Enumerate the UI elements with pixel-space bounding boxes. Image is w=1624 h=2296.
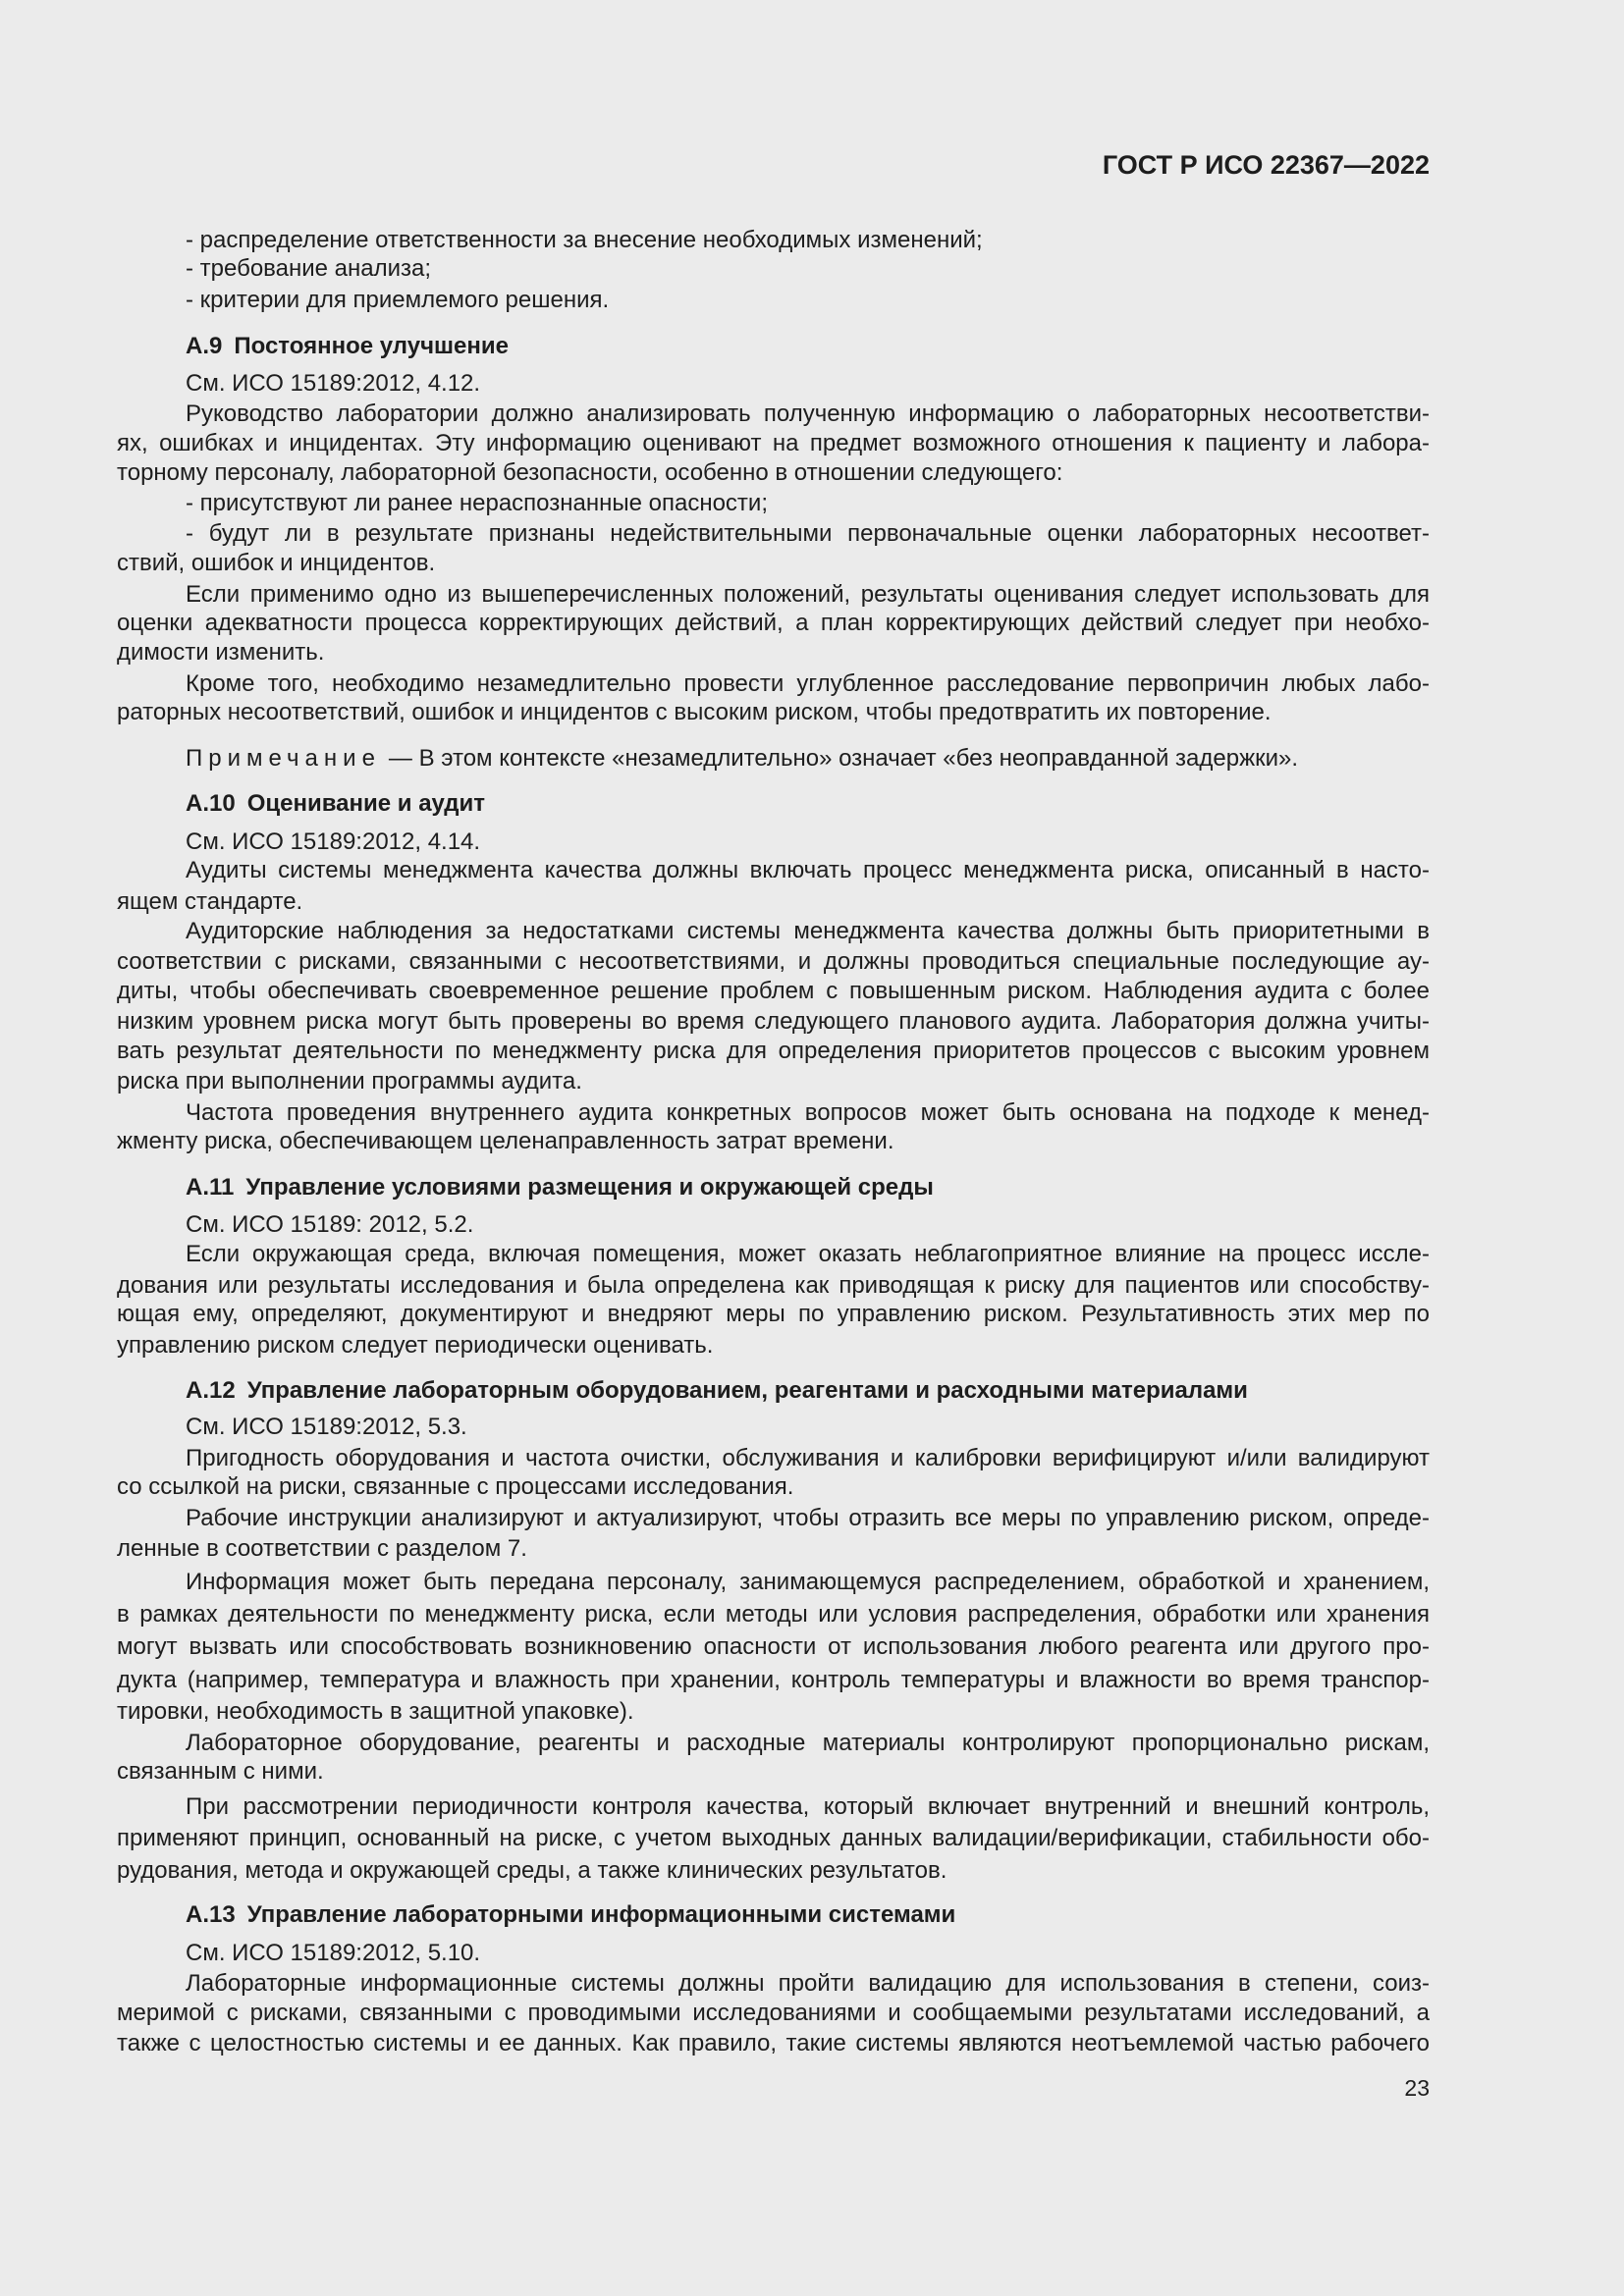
section-reference: См. ИСО 15189:2012, 5.10.: [186, 1940, 481, 1966]
list-item: - требование анализа;: [186, 255, 432, 282]
section-heading: [186, 1900, 1430, 1930]
section-reference: См. ИСО 15189:2012, 4.12.: [186, 370, 481, 397]
text-line: ющая ему, определяют, документируют и внедряют меры по управлению риском. Результативность этих мер по: [117, 1301, 1430, 1327]
text-line: Если применимо одно из вышеперечисленных положений, результаты оценивания следует использовать для: [186, 581, 1430, 608]
note: [186, 744, 1430, 774]
page-number: 23: [1404, 2075, 1430, 2101]
section-title: Управление условиями размещения и окружающей среды: [245, 1174, 934, 1201]
note-text: — В этом контексте «незамедлительно» означает «без неоправданной задержки».: [388, 745, 1299, 772]
text-line: При рассмотрении периодичности контроля качества, который включает внутренний и внешний контроль,: [186, 1793, 1430, 1820]
text-line: рудования, метода и окружающей среды, а также клинических результатов.: [117, 1857, 947, 1884]
text-line: Информация может быть передана персоналу, занимающемуся распределением, обработкой и хранением,: [186, 1569, 1430, 1595]
text-line: низким уровнем риска могут быть проверены во время следующего планового аудита. Лаборатория должна учиты-: [117, 1008, 1430, 1035]
section-heading: [186, 1376, 1430, 1406]
text-line: дования или результаты исследования и была определена как приводящая к риску для пациентов или способству-: [117, 1272, 1430, 1299]
list-item: - критерии для приемлемого решения.: [186, 287, 610, 313]
text-line: диты, чтобы обеспечивать своевременное решение проблем с повышенным риском. Наблюдения аудита с более: [117, 978, 1430, 1004]
list-item: - распределение ответственности за внесение необходимых изменений;: [186, 227, 983, 253]
text-line: вать результат деятельности по менеджменту риска для определения приоритетов процессов с высоким уровнем: [117, 1038, 1430, 1064]
text-line: оценки адекватности процесса корректирующих действий, а план корректирующих действий следует при необхо-: [117, 610, 1430, 636]
text-line: дукта (например, температура и влажность при хранении, контроль температуры и влажности во время транспор-: [117, 1667, 1430, 1693]
section-title: Управление лабораторными информационными системами: [246, 1901, 956, 1928]
text-line: Рабочие инструкции анализируют и актуализируют, чтобы отразить все меры по управлению риском, опреде-: [186, 1505, 1430, 1531]
text-line: соответствии с рисками, связанными с несоответствиями, и должны проводиться специальные последующие ау-: [117, 948, 1430, 975]
text-line: ях, ошибках и инцидентах. Эту информацию оценивают на предмет возможного отношения к пациенту и лабора-: [117, 430, 1430, 456]
text-line: Лабораторные информационные системы должны пройти валидацию для использования в степени, соиз-: [186, 1970, 1430, 1997]
section-reference: См. ИСО 15189:2012, 5.3.: [186, 1414, 467, 1440]
text-line: ствий, ошибок и инцидентов.: [117, 550, 436, 576]
text-line: риска при выполнении программы аудита.: [117, 1068, 582, 1095]
text-line: Кроме того, необходимо незамедлительно провести углубленное расследование первопричин любых лабо-: [186, 670, 1430, 697]
text-line: Частота проведения внутреннего аудита конкретных вопросов может быть основана на подходе к менед-: [186, 1099, 1430, 1126]
section-number: А.9: [186, 333, 223, 359]
text-line: применяют принцип, основанный на риске, с учетом выходных данных валидации/верификации, стабильности обо-: [117, 1825, 1430, 1851]
text-line: Пригодность оборудования и частота очистки, обслуживания и калибровки верифицируют и/или валидируют: [186, 1445, 1430, 1471]
section-reference: См. ИСО 15189: 2012, 5.2.: [186, 1211, 474, 1238]
section-title: Управление лабораторным оборудованием, реагентами и расходными материалами: [246, 1377, 1248, 1404]
text-line: раторных несоответствий, ошибок и инцидентов с высоким риском, чтобы предотвратить их повторение.: [117, 699, 1272, 725]
note-label: Примечание: [186, 745, 381, 772]
text-line: Руководство лаборатории должно анализировать полученную информацию о лабораторных несоответстви-: [186, 400, 1430, 427]
text-line: управлению риском следует периодически оценивать.: [117, 1332, 714, 1359]
section-number: А.11: [186, 1174, 235, 1201]
text-line: торному персоналу, лабораторной безопасности, особенно в отношении следующего:: [117, 459, 1063, 486]
text-line: Если окружающая среда, включая помещения, может оказать неблагоприятное влияние на процесс иссле-: [186, 1241, 1430, 1267]
document-code-header: ГОСТ Р ИСО 22367—2022: [1102, 150, 1430, 180]
text-line: Лабораторное оборудование, реагенты и расходные материалы контролируют пропорционально рискам,: [186, 1730, 1430, 1756]
section-heading: [186, 789, 1430, 819]
text-line: со ссылкой на риски, связанные с процессами исследования.: [117, 1473, 794, 1500]
section-number: А.13: [186, 1901, 236, 1928]
section-number: А.10: [186, 790, 236, 817]
section-title: Постоянное улучшение: [234, 333, 509, 359]
text-line: в рамках деятельности по менеджменту риска, если методы или условия распределения, обработки или хранения: [117, 1601, 1430, 1628]
text-line: Аудиты системы менеджмента качества должны включать процесс менеджмента риска, описанный в насто-: [186, 857, 1430, 883]
text-line: димости изменить.: [117, 639, 325, 666]
text-line: связанным с ними.: [117, 1758, 324, 1785]
text-line: меримой с рисками, связанными с проводимыми исследованиями и сообщаемыми результатами исследований, а: [117, 2000, 1430, 2026]
section-reference: См. ИСО 15189:2012, 4.14.: [186, 828, 481, 855]
section-title: Оценивание и аудит: [246, 790, 486, 817]
text-line: также с целостностью системы и ее данных. Как правило, такие системы являются неотъемлемой частью рабочего: [117, 2030, 1430, 2056]
text-line: могут вызвать или способствовать возникновению опасности от использования любого реагента или другого про-: [117, 1633, 1430, 1660]
text-line: - будут ли в результате признаны недействительными первоначальные оценки лабораторных несоответ-: [186, 520, 1430, 547]
text-line: ящем стандарте.: [117, 888, 303, 915]
section-heading: [186, 332, 1430, 361]
text-line: Аудиторские наблюдения за недостатками системы менеджмента качества должны быть приоритетными в: [186, 918, 1430, 944]
text-line: - присутствуют ли ранее нераспознанные опасности;: [186, 490, 768, 516]
text-line: жменту риска, обеспечивающем целенаправленность затрат времени.: [117, 1128, 894, 1154]
text-line: ленные в соответствии с разделом 7.: [117, 1535, 527, 1562]
section-heading: [186, 1173, 1430, 1202]
text-line: тировки, необходимость в защитной упаковке).: [117, 1698, 634, 1725]
section-number: А.12: [186, 1377, 236, 1404]
